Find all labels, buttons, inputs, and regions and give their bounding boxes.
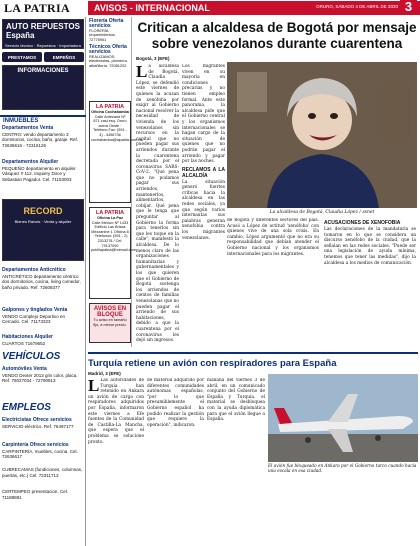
list-item [2,366,84,384]
item-head: Técnicos Oferta servicios [89,44,127,55]
category-empleos: EMPLEOS [2,402,51,413]
item-text: CERTEMPEO presentacion. Cel. 71188881 [2,489,68,500]
page-number: 3 [400,0,417,14]
main-headline: Critican a alcaldesa de Bogotá por mensaje sobre venezolanos durante cuarentena [137,20,417,51]
classifieds-column [88,17,143,347]
ad-title: AUTO REPUESTOS España [6,22,80,40]
item-text: CARPINTERÍA, muebles, cocina. Cel. 72636617 [2,448,78,459]
list-item [2,334,84,346]
list-item [2,489,84,500]
story1-byline: Bogotá, 3 (EFE) [136,56,170,61]
airplane-photo [268,374,418,462]
story1-text-1: a alcaldesa de Bogotá, Claudia López, se defendió este viernes de quienes la acusan de xenófoba por exigir al Gobierno nacional resolver la necesidad de vivienda de los venezolanos sin recursos en la capital que no pueden pagar sus arriendos durante la cuarentena decretada por el coronavirus SARS-CoV-2. "Qué pena que no podamos pagar sus arriendos, mantenerlos, alimentarlos, cobijar. Qué pena que le tenga que preguntar al Gobierno la forma para tenerlos sin que les toque en la calle", manifestó la alcaldesa. De lo menos claro de las organizaciones humanitarias y gubernamentales y los que quieren que el Gobierno de Bogotá sostenga los arriendos de cientos de familias venezolanas que no pueden pagar el arriendo de sus habitaciones, debido a que la cuarentena por el coronavirus les dejó sin ingresos. [136,64,179,344]
list-item [89,45,131,69]
story1-text-2b: La situación generó fuertes críticas hacia la alcaldesa en las redes sociales, ya que según varios internautas sus palabras generan xenofobia contra los migrantes venezolanos. [182,179,225,241]
photo-image [268,374,418,462]
avisos-bloque-ad [89,303,131,343]
item-text: CUARTOS 71679652 [2,340,46,346]
list-item [2,417,84,429]
list-item [2,467,84,478]
item-head: Electricistas Ofrece servicios [2,417,72,423]
airplane-caption: El avión fue bloqueado en Ankara por el Gobierno turco cuando hacía una escala en esa ciudad. [268,463,417,473]
story1-column-1 [136,64,179,346]
list-item [89,19,131,43]
avisos-sub: Tu aviso en tamaño fijo, a menor precio. [93,318,127,327]
auto-parts-ad [2,19,84,49]
list-item [2,442,84,460]
list-item [2,307,84,325]
office-cochabamba-box [89,101,143,203]
item-text: REALIZAMOS: electricistas, plomería, albañilería. 72081202 [89,53,128,69]
story1-subhead-2: ACUSACIONES DE XENOFOBIA [324,220,401,226]
item-text: CUBRECAMAS (fundiciones, columnas, puertas, etc.) Cel. 72311713 [2,467,83,478]
record-ad [2,199,84,261]
item-head: Florería Oferta servicios [89,18,124,29]
story1-column-4 [324,218,416,346]
office-lapaz-box [89,207,136,299]
box-text: Calle Mexico Nº 1433 Edificio Las Brisas Mezzanine 1 Oficina 8 · Telefonos: (591 - 2) 2313278 / Cel. 79137090 publilapatria@hotmail.com [91,220,136,253]
info-title: INFORMACIONES [17,68,69,74]
story-divider [88,352,418,354]
item-head: Habitaciones Alquiler [2,334,53,340]
box-title: LA PATRIA [95,210,125,216]
story2-column-2 [147,378,204,544]
info-ad [2,65,84,110]
category-inmuebles: INMUEBLES [0,115,86,124]
story1-text-4: Las declaraciones de la mandataria se tomaron en lo que se considera un discurso xenófobo de la ciudad, que la señalan en las redes sociales. "Puede ser una legislación de ayuda mínima, tenemos que tener las medidas", dijo la alcaldesa a los medios de comunicación. [324,227,416,266]
pill-prestamos: PRESTAMOS [2,52,42,62]
story2-column-1 [88,378,144,544]
item-head: Departamentos Anticrético [2,267,66,273]
item-text: VENDO Dexter 2013 gris color, placa. Ref. 76027034 - 72790913 [2,372,78,383]
box-sub: Oficina Cochabamba [91,110,129,114]
item-text: PEQUEÑO departamento en alquiler. Vásquez # 112. Inquiery Doce y Sebastian Pagador. Cel. 71153003 [2,165,77,182]
mayor-photo [227,62,417,208]
dropcap: L [136,64,148,81]
pill-empenos: EMPEÑOS [44,52,84,62]
story2-text-1: Las autoridades de Turquía han retenido en Ankara un avión de carga con respiradores adquiridos por España, informaron este viernes a Efe fuentes de la Comunidad de Castilla-La Mancha, que espera que el problema se solucione pronto. [88,378,144,445]
record-title: RECORD [23,206,63,216]
item-text: CENTRO: vendo departamento 3 dormitorios, cocina, baño, garaje. Ref. 72636616 - 72316126 [2,131,79,148]
story1-subhead-1: RECLAMOS A LA ALCALDÍA [182,166,225,179]
dateline: ORURO, SÁBADO 4 DE ABRIL DE 2020 [316,4,398,9]
story2-text-3: mañana del viernes 3 de abril, en un comunicado conjunto del Gobierno de España y Turquía, el material se desbloquea con la ayuda diplomática para que el avión llegue a España. [207,378,265,423]
box-text: Calle Antezana Nº 871 casi esq. Oruro acera Oeste · Teléfono Fax: (591 - 4) - 4456736 cochabamba@lapatria.com.bo [91,114,143,142]
story1-text-2: Los migrantes viven en su mayoría en condiciones precarias y no tienen empleo formal. Ante este panorama, la alcaldesa pide que el Gobierno central y los organismos internacionales se hagan cargo de la situación de quienes que no podrán pagar el arriendo y pagar por las noches. [182,64,225,165]
story2-byline: Madrid, 3 (EFE) [88,371,121,376]
photo-caption: La alcaldesa de Bogotá, Claudia López / ssnet [269,210,375,215]
item-head: Departamentos Venta [2,125,54,131]
newspaper-logo: LA PATRIA [4,0,70,15]
story1-column-3 [227,218,319,346]
item-text: SERVICIO eléctrico. Ref. 76497177 [2,423,74,429]
item-text: VENDO Complejo Deportivo en Cercado. Cel. 71173323 [2,313,66,324]
item-head: Galpones y tinglados Venta [2,307,68,313]
list-item [2,159,84,182]
avisos-title: AVISOS EN BLOQUE [93,306,127,318]
story1-column-2 [182,64,225,346]
dropcap: L [88,378,100,395]
category-vehiculos: VEHÍCULOS [2,351,61,362]
section-title: AVISOS - INTERNACIONAL [88,1,420,15]
ad-text: Servicio técnico · Repuestos · Importadora [5,43,81,48]
box-title: LA PATRIA [95,104,125,110]
story1-text-3: de Bogotá y diferentes sectores del país. Acusó a López de actitud 'xenófoba' con quienes vive de una sola crisis. En cambio, López argumentó que no era su responsabilidad que debían atender el Gobierno nacional y los organismos internacionales para los migrantes. [227,218,319,257]
list-item [2,267,84,290]
item-head: Departamentos Alquiler [2,159,59,165]
item-head: Automóviles Venta [2,366,47,372]
photo-image [227,62,417,208]
story2-headline: Turquía retiene un avión con respiradores para España [88,358,337,369]
story2-text-2: de material adquirido por diferentes comunidades autónomas españolas, "por lo que presumiblemente el Gobierno español ha podido realizar la gestión que requiere la operación", indicaron. [147,378,204,428]
item-text: ANTICRÉTICO departamento céntrico dos dormitorios, cocina, living comedor, baño privado. Ref. 72608377 [2,273,81,290]
item-head: Carpintería Ofrece servicios [2,442,69,448]
record-text: Bienes Raíces · Venta y alquiler [14,219,72,224]
classifieds-sidebar [0,17,86,546]
list-item [2,125,84,148]
item-text: FLORERÍA requerimientos. 72778901 [89,27,116,43]
loan-pills [2,52,84,62]
story2-column-3 [207,378,265,544]
box-sub: Oficina La Paz [97,216,123,220]
